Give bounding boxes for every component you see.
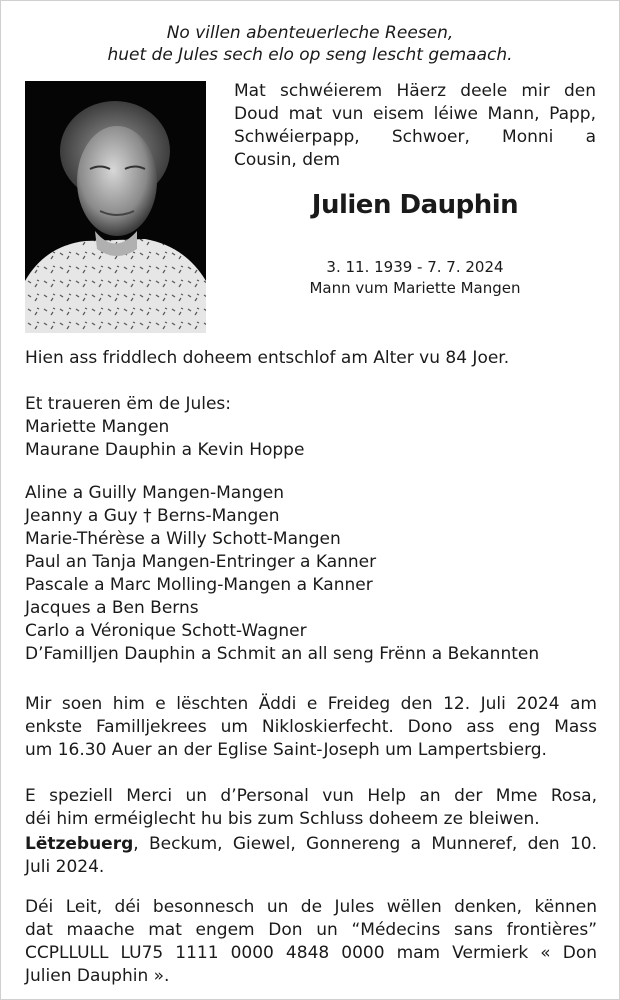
- donation-line: Déi Leit, déi besonnesch un de Jules wëllen denken, kënnen: [25, 897, 597, 917]
- place-date-line: Juli 2024.: [25, 857, 105, 877]
- thanks-notice: [25, 785, 597, 831]
- mourner-line: Carlo a Véronique Schott-Wagner: [25, 621, 307, 641]
- death-notice: Hien ass friddlech doheem entschlof am Alter vu 84 Joer.: [25, 348, 510, 368]
- life-details: [234, 257, 596, 299]
- funeral-line: enkste Familljekrees um Nikloskierfecht. Dono ass eng Mass: [25, 717, 597, 737]
- mourner-line: Jacques a Ben Berns: [25, 598, 199, 618]
- thanks-line: déi him erméiglecht hu bis zum Schluss doheem ze bleiwen.: [25, 809, 540, 829]
- city-name: Lëtzebuerg: [25, 834, 134, 854]
- portrait-photo: [25, 81, 206, 333]
- deceased-name: Julien Dauphin: [311, 190, 519, 220]
- donation-notice: [25, 896, 597, 988]
- intro-line: Schwéierpapp, Schwoer, Monni a: [234, 127, 596, 147]
- place-date-rest: , Beckum, Giewel, Gonnereng a Munneref, den 10.: [133, 834, 597, 854]
- donation-line: CCPLLULL LU75 1111 0000 4848 0000 mam Vermierk « Don: [25, 943, 597, 963]
- life-dates: 3. 11. 1939 - 7. 7. 2024: [326, 258, 504, 276]
- mourner-line: Paul an Tanja Mangen-Entringer a Kanner: [25, 552, 377, 572]
- family-list: [25, 482, 597, 666]
- intro-line: Doud mat vun eisem léiwe Mann, Papp,: [234, 104, 596, 124]
- quote-line: No villen abenteuerleche Reesen,: [166, 23, 454, 43]
- intro-line: Cousin, dem: [234, 150, 341, 170]
- mourner-line: Pascale a Marc Molling-Mangen a Kanner: [25, 575, 373, 595]
- intro-line: Mat schwéierem Häerz deele mir den: [234, 81, 596, 101]
- spouse-line: Mann vum Mariette Mangen: [309, 279, 521, 297]
- place-date-line: [25, 833, 597, 856]
- funeral-notice: [25, 693, 597, 762]
- mourners-heading: Et traueren ëm de Jules:: [25, 394, 232, 414]
- thanks-line: E speziell Merci un d’Personal vun Help an der Mme Rosa,: [25, 786, 597, 806]
- mourner-line: Mariette Mangen: [25, 417, 170, 437]
- mourner-line: Maurane Dauphin a Kevin Hoppe: [25, 440, 305, 460]
- quote-line: huet de Jules sech elo op seng lescht gemaach.: [107, 45, 513, 65]
- mourner-line: Aline a Guilly Mangen-Mangen: [25, 483, 285, 503]
- donation-line: dat maache mat engem Don un “Médecins sans frontières”: [25, 920, 597, 940]
- funeral-line: um 16.30 Auer an der Eglise Saint-Joseph um Lampertsbierg.: [25, 740, 547, 760]
- funeral-line: Mir soen him e lëschten Äddi e Freideg den 12. Juli 2024 am: [25, 694, 597, 714]
- opening-quote: [0, 22, 620, 66]
- mourner-line: Marie-Thérèse a Willy Schott-Mangen: [25, 529, 341, 549]
- mourners-section: [25, 393, 597, 462]
- donation-line: Julien Dauphin ».: [25, 966, 170, 986]
- portrait-image: [25, 81, 206, 333]
- intro-text: [234, 80, 596, 172]
- mourner-line: D’Familljen Dauphin a Schmit an all seng Frënn a Bekannten: [25, 644, 540, 664]
- place-date: [25, 833, 597, 879]
- mourner-line: Jeanny a Guy † Berns-Mangen: [25, 506, 280, 526]
